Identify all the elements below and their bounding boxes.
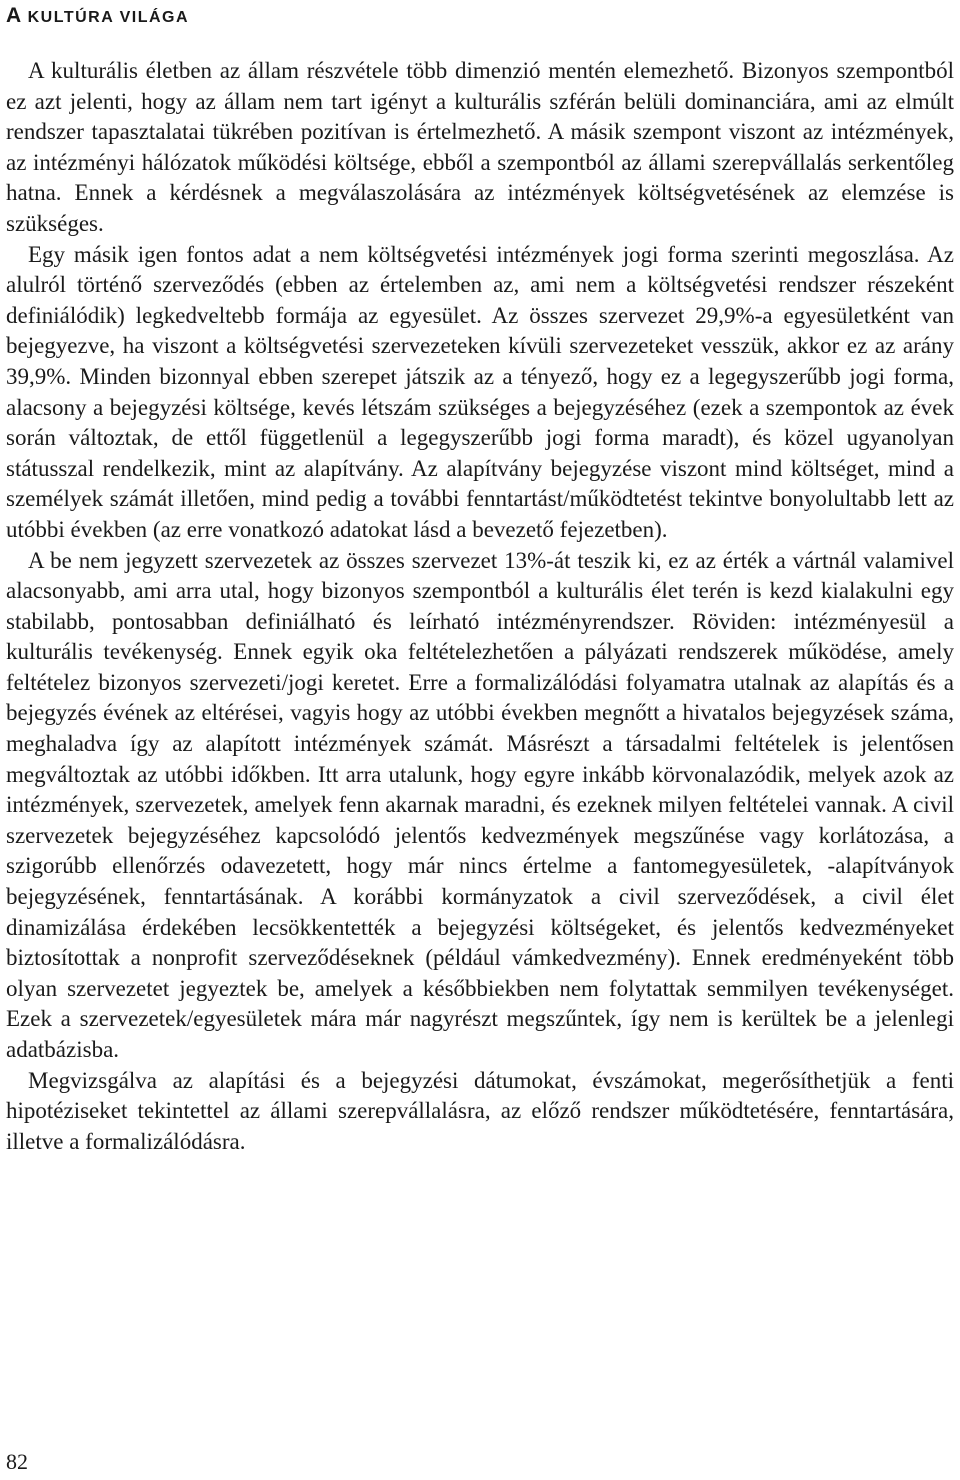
body-text bbox=[6, 56, 954, 1157]
paragraph: Megvizsgálva az alapítási és a bejegyzési dátumokat, évszámokat, megerősíthetjük a fenti hipotéziseket tekintettel az állami szerepvállalásra, az előző rendszer működtetésére, fenntartására, illetve a formalizálódásra. bbox=[6, 1067, 954, 1154]
running-header-rest: KULTÚRA VILÁGA bbox=[21, 9, 190, 26]
paragraph: A kulturális életben az állam részvétele több dimenzió mentén elemezhető. Bizonyos szempontból ez azt jelenti, hogy az állam nem tart igényt a kulturális szférán belüli dominanciára, ami az elmúlt rendszer tapasztalatai tükrében pozitívan is értelmezhető. A másik szempont viszont az intézmények, az intézményi hálózatok működési költsége, ebből a szempontból az állami szerepvállalás serkentőleg hatna. Ennek a kérdésnek a megválaszolására az intézmények költségvetésének az elemzése is szükséges. bbox=[6, 58, 954, 236]
running-header bbox=[6, 4, 189, 28]
paragraph: Egy másik igen fontos adat a nem költségvetési intézmények jogi forma szerinti megoszlása. Az alulról történő szerveződés (ebben az értelemben az, ami nem a költségvetési rendszer részeként definiálódik) legkedveltebb formája az egyesület. Az összes szervezet 29,9%-a egyesületként van bejegyezve, ha viszont a költségvetési szervezeteken kívüli szervezeteket vesszük, akkor ez az arány 39,9%. Minden bizonnyal ebben szerepet játszik az a tényező, hogy ez a legegyszerűbb jogi forma, alacsony a bejegyzési költsége, kevés létszám szükséges a bejegyzéséhez (ezek a szempontok az évek során változtak, de ettől függetlenül a legegyszerűbb jogi forma maradt), és közel ugyanolyan státusszal rendelkezik, mint az alapítvány. Az alapítvány bejegyzése viszont mind költséget, mind a személyek számát illetően, mind pedig a további fenntartást/működtetést tekintve bonyolultabb lett az utóbbi években (az erre vonatkozó adatokat lásd a bevezető fejezetben). bbox=[6, 241, 954, 542]
page-number: 82 bbox=[6, 1449, 28, 1474]
paragraph: A be nem jegyzett szervezetek az összes szervezet 13%-át teszik ki, ez az érték a vártnál valamivel alacsonyabb, ami arra utal, hogy bizonyos szempontból a kulturális élet terén is kezd kialakulni egy stabilabb, pontosabban definiálható és leírható intézményrendszer. Röviden: intézményesül a kulturális tevékenység. Ennek egyik oka feltételezhetően a pályázati rendszerek működése, amely feltételez bizonyos szervezeti/jogi keretet. Erre a formalizálódási folyamatra utalnak az alapítás és a bejegyzés évének az eltérései, vagyis hogy az utóbbi években megnőtt a hivatalos bejegyzések száma, meghaladva így az alapított intézmények számát. Másrészt a társadalmi feltételek is jelentősen megváltoztak az utóbbi időkben. Itt arra utalunk, hogy egyre inkább körvonalazódik, melyek azok az intézmények, szervezetek, amelyek fenn akarnak maradni, és ezeknek milyen feltételei vannak. A civil szervezetek bejegyzéséhez kapcsolódó jelentős kedvezmények megszűnése vagy korlátozása, a szigorúbb ellenőrzés odavezetett, hogy már nincs értelme a fantomegyesületek, -alapítványok bejegyzésének, fenntartásának. A korábbi kormányzatok a civil szerveződések, a civil élet dinamizálása érdekében lecsökkentették a bejegyzési költségeket, és jelentős kedvezményeket biztosítottak a nonprofit szerveződéseknek (például vámkedvezmény). Ennek eredményeként több olyan szervezetet jegyeztek be, amelyek a későbbiekben nem folytattak semmilyen tevékenységet. Ezek a szervezetek/egyesületek mára már nagyrészt megszűntek, így nem is kerültek be a jelenlegi adatbázisba. bbox=[6, 547, 954, 1062]
running-header-initial: A bbox=[6, 4, 22, 27]
